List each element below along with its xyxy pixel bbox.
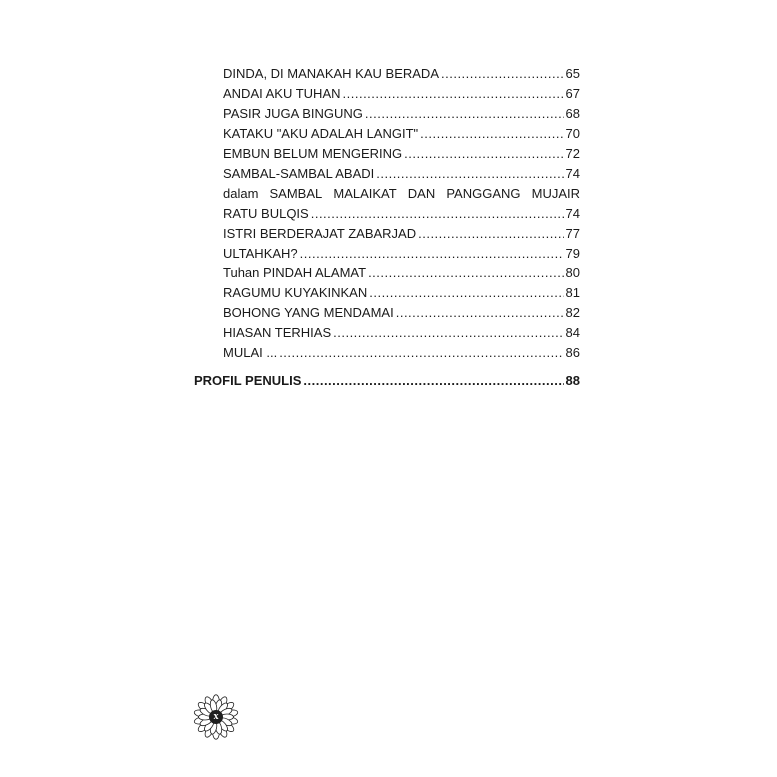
dot-leader [311, 206, 564, 222]
dot-leader [343, 86, 564, 102]
dot-leader [404, 146, 563, 162]
toc-entry-page: 77 [565, 226, 580, 241]
page-number: x [213, 711, 219, 722]
toc-entry [223, 126, 580, 142]
toc-main-entry-title: PROFIL PENULIS [194, 373, 302, 388]
toc-entry [223, 246, 580, 262]
dot-leader [303, 373, 563, 389]
toc-entry-title: KATAKU "AKU ADALAH LANGIT" [223, 126, 419, 141]
toc-entry-title: RATU BULQIS [223, 206, 309, 221]
toc-entry [223, 345, 580, 361]
toc-entry-title-word: DAN [407, 186, 436, 201]
toc-entry-title: ISTRI BERDERAJAT ZABARJAD [223, 226, 417, 241]
dot-leader [368, 265, 563, 281]
toc-entry-page: 80 [565, 265, 580, 280]
dot-leader [300, 246, 564, 262]
toc-entry [223, 206, 580, 222]
toc-entry-title: RAGUMU KUYAKINKAN [223, 285, 368, 300]
toc-entry [223, 146, 580, 162]
toc-entry-title: ULTAHKAH? [223, 246, 298, 261]
toc-entry-title-word: MUJAIR [531, 186, 580, 201]
toc-entry-page: 74 [565, 206, 580, 221]
toc-entry [223, 285, 580, 301]
toc-entry-title: SAMBAL-SAMBAL ABADI [223, 166, 375, 181]
toc-entry-page: 79 [565, 246, 580, 261]
toc-entry-page: 65 [565, 66, 580, 81]
dot-leader [369, 285, 563, 301]
toc-entry [223, 66, 580, 82]
toc-entry-title-word: dalam [223, 186, 259, 201]
toc-entry [223, 166, 580, 182]
toc-entry-title-word: MALAIKAT [333, 186, 397, 201]
toc-entry-first-line [223, 186, 580, 202]
toc-entry [223, 226, 580, 242]
toc-entry-page: 74 [565, 166, 580, 181]
toc-entry-title: ANDAI AKU TUHAN [223, 86, 341, 101]
toc-entry-title: DINDA, DI MANAKAH KAU BERADA [223, 66, 439, 81]
toc-entry [223, 106, 580, 122]
dot-leader [365, 106, 564, 122]
toc-entry-page: 67 [565, 86, 580, 101]
toc-entry-page: 68 [565, 106, 580, 121]
toc-main-entry-page: 88 [565, 373, 580, 388]
toc-entry-page: 84 [565, 325, 580, 340]
toc-entry [223, 305, 580, 321]
toc-entry-title-word: PANGGANG [446, 186, 521, 201]
dot-leader [279, 345, 563, 361]
toc-entry [223, 325, 580, 341]
toc-entry-title: BOHONG YANG MENDAMAI [223, 305, 394, 320]
toc-entry-title: EMBUN BELUM MENGERING [223, 146, 403, 161]
page-folio [193, 694, 239, 740]
toc-entry-page: 70 [565, 126, 580, 141]
toc-entry-page: 72 [565, 146, 580, 161]
dot-leader [333, 325, 563, 341]
toc-entry-page: 86 [565, 345, 580, 360]
toc-main-entry [194, 373, 580, 389]
toc-entry-page: 81 [565, 285, 580, 300]
dot-leader [441, 66, 564, 82]
toc-entry [223, 86, 580, 102]
toc-entry-title-word: SAMBAL [269, 186, 323, 201]
toc-entry [223, 265, 580, 281]
toc-entry-title: PASIR JUGA BINGUNG [223, 106, 363, 121]
dot-leader [418, 226, 563, 242]
toc-entry-title: HIASAN TERHIAS [223, 325, 332, 340]
toc-entry-page: 82 [565, 305, 580, 320]
dot-leader [420, 126, 563, 142]
dot-leader [376, 166, 563, 182]
dot-leader [396, 305, 564, 321]
toc-entry-title: MULAI ... [223, 345, 278, 360]
toc-entry-title: Tuhan PINDAH ALAMAT [223, 265, 367, 280]
